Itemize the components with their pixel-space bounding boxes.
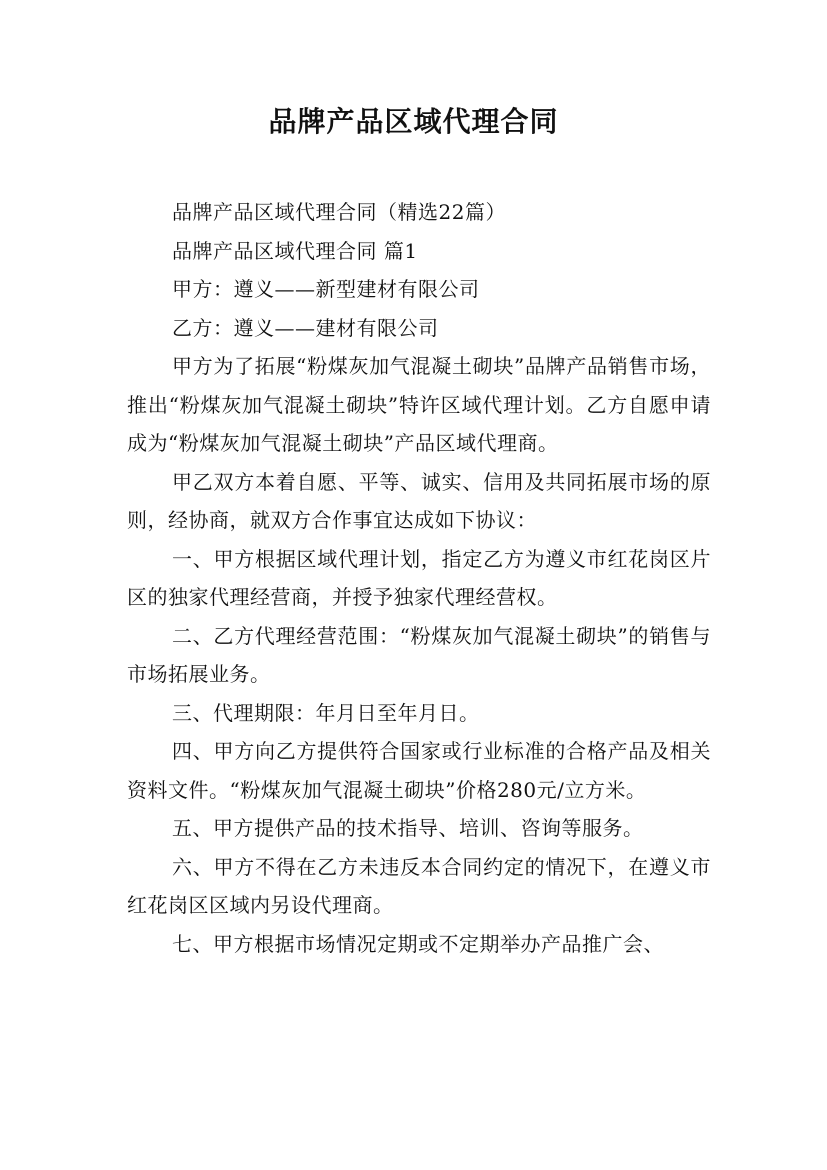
paragraph-clause-7: 七、甲方根据市场情况定期或不定期举办产品推广会、 <box>172 931 664 956</box>
paragraph-clause-5: 五、甲方提供产品的技术指导、培训、咨询等服务。 <box>172 816 644 840</box>
paragraph-party-a: 甲方：遵义——新型建材有限公司 <box>172 277 480 301</box>
paragraph-clause-4: 四、甲方向乙方提供符合国家或行业标准的合格产品及相关资料文件。“粉煤灰加气混凝土砌块”价格280元/立方米。 <box>127 739 711 802</box>
document-title: 品牌产品区域代理合同 <box>268 105 559 138</box>
paragraph-section-heading: 品牌产品区域代理合同 篇1 <box>172 238 418 263</box>
paragraph-preamble: 甲方为了拓展“粉煤灰加气混凝土砌块”品牌产品销售市场，推出“粉煤灰加气混凝土砌块”特许区域代理计划。乙方自愿申请成为“粉煤灰加气混凝土砌块”产品区域代理商。 <box>127 354 711 455</box>
paragraph-clause-3: 三、代理期限：年月日至年月日。 <box>172 700 480 725</box>
paragraph-clause-6: 六、甲方不得在乙方未违反本合同约定的情况下，在遵义市红花岗区区域内另设代理商。 <box>127 854 711 917</box>
paragraph-principles: 甲乙双方本着自愿、平等、诚实、信用及共同拓展市场的原则，经协商，就双方合作事宜达成如下协议： <box>127 469 711 532</box>
paragraph-party-b: 乙方：遵义——建材有限公司 <box>172 315 439 340</box>
paragraph-clause-2: 二、乙方代理经营范围：“粉煤灰加气混凝土砌块”的销售与市场拓展业务。 <box>127 623 711 686</box>
document-body <box>127 193 711 963</box>
paragraph-clause-1: 一、甲方根据区域代理计划，指定乙方为遵义市红花岗区片区的独家代理经营商，并授予独家代理经营权。 <box>127 546 711 609</box>
paragraph-collection-title: 品牌产品区域代理合同（精选22篇） <box>172 200 506 224</box>
